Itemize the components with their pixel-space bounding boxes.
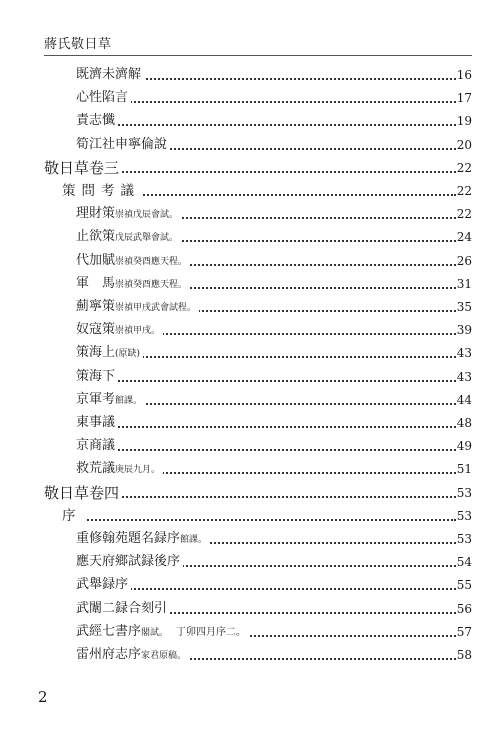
toc-subsection	[0, 505, 500, 527]
toc-entry	[0, 250, 500, 272]
toc-entry-label	[76, 435, 118, 457]
toc-entry-title: 武舉録序	[76, 577, 129, 593]
toc-entry-title: 止欲策	[76, 229, 116, 245]
toc-entry-note: 崇禎癸酉應天程。	[115, 256, 188, 267]
toc-entry-title: 責志懺	[76, 113, 116, 129]
toc-entry	[0, 296, 500, 318]
toc-subsection	[0, 180, 500, 202]
toc-page-number: 53	[456, 485, 472, 500]
toc-entry	[0, 435, 500, 457]
toc-page-number: 58	[456, 648, 472, 662]
toc-entry	[0, 412, 500, 434]
toc-page-number: 53	[456, 508, 472, 523]
dot-leader	[86, 588, 456, 590]
toc-entry	[0, 528, 500, 550]
toc-entry-note: (原缺)	[115, 349, 141, 360]
toc-entry-note: 崇禎戊辰會試。	[115, 210, 179, 221]
toc-entry-label	[62, 180, 143, 202]
toc-entry	[0, 273, 500, 295]
toc-entry	[0, 551, 500, 573]
toc-entry-label	[76, 598, 170, 620]
toc-page-number: 44	[456, 392, 472, 407]
toc-section	[0, 482, 500, 504]
toc-entry-title: 策海上	[76, 345, 116, 361]
toc-page-number: 22	[456, 207, 472, 222]
running-header: 蔣氏敬日草	[44, 37, 112, 52]
toc-page-number: 20	[456, 137, 472, 152]
toc-entry-note: 崇禎甲戌武會試程。	[115, 303, 197, 313]
toc-entry-label	[76, 273, 190, 296]
toc-page-number: 16	[456, 68, 472, 82]
toc-entry-label	[76, 226, 181, 249]
toc-entry-title: 敬日草卷四	[44, 483, 120, 502]
toc-entry-label	[76, 458, 163, 481]
toc-page-number: 17	[456, 91, 472, 106]
toc-entry	[0, 342, 500, 364]
toc-entry-title: 雷州府志序	[76, 647, 142, 662]
toc-entry-note: 戊辰武舉會試。	[115, 233, 179, 244]
toc-entry-title: 既濟未濟解	[76, 67, 142, 82]
toc-entry	[0, 458, 500, 480]
toc-entry-title: 理財策	[76, 206, 116, 222]
toc-page-number: 43	[456, 346, 472, 361]
dot-leader	[72, 519, 456, 521]
toc-entry-label	[76, 528, 210, 551]
dot-leader	[86, 380, 456, 382]
toc-entry-label	[76, 87, 131, 109]
toc-entry-label	[76, 551, 183, 573]
toc-entry-note: 館課。	[115, 395, 143, 406]
toc-page-number: 53	[456, 532, 472, 546]
toc-page-number: 35	[456, 300, 472, 314]
toc-entry-label	[76, 64, 144, 86]
toc-entry-title: 策海下	[76, 368, 116, 384]
toc-entry	[0, 319, 500, 341]
dot-leader	[86, 124, 456, 126]
toc-entry-title: 心性陷言	[76, 90, 129, 106]
toc-page-number: 19	[456, 114, 472, 129]
toc-page-number: 56	[456, 601, 472, 616]
toc-page-number: 43	[456, 369, 472, 384]
toc-entry-label	[76, 319, 163, 342]
toc-entry-label	[76, 110, 118, 132]
toc-entry	[0, 87, 500, 109]
toc-entry	[0, 389, 500, 411]
toc-entry	[0, 598, 500, 620]
toc-page-number: 51	[456, 462, 472, 477]
toc-entry-label	[76, 296, 199, 319]
toc-entry-title: 應天府鄉試録後序	[76, 554, 181, 570]
toc-entry	[0, 621, 500, 643]
toc-entry-label	[76, 203, 181, 226]
toc-entry-title: 薊寧策	[76, 299, 116, 314]
toc-entry-title: 武經七書序	[76, 623, 142, 639]
toc-entry-note: 閣試。	[141, 627, 169, 638]
dot-leader	[86, 449, 456, 451]
toc-page-number: 39	[456, 323, 472, 338]
toc-entry-label	[76, 366, 118, 388]
toc-entry	[0, 134, 500, 156]
toc-entry-label	[62, 505, 85, 527]
toc-entry-title: 京商議	[76, 438, 116, 454]
toc-entry-note: 庚辰九月。	[115, 465, 161, 476]
toc-page-number: 55	[456, 578, 472, 593]
toc-page-number: 49	[456, 439, 472, 454]
toc-entry-label	[76, 644, 189, 667]
toc-entry-label	[44, 482, 122, 504]
toc-entry-title: 救荒議	[76, 461, 116, 477]
toc-entry-title: 武闈二録合刻引	[76, 600, 168, 616]
toc-entry-label	[76, 134, 170, 156]
toc-entry-note: 家君原稿。	[141, 651, 187, 661]
toc-section	[0, 157, 500, 179]
toc-entry-title: 重修翰苑題名録序	[76, 531, 181, 546]
toc-entry-title: 軍 馬	[76, 275, 116, 291]
toc-entry-title: 代加賦	[76, 252, 116, 268]
toc-entry-label	[76, 389, 145, 412]
toc-page-number: 22	[456, 184, 472, 198]
toc-page-number: 26	[456, 253, 472, 268]
toc-entry-label	[76, 412, 118, 434]
toc-entry-title: 京軍考	[76, 391, 116, 407]
toc-entry-title: 東事議	[76, 415, 116, 430]
toc-entry-label	[76, 621, 249, 644]
toc-page-number: 57	[456, 624, 472, 639]
toc-entry-note: 館課。	[180, 535, 208, 545]
toc-page-number: 24	[456, 230, 472, 245]
toc-entry	[0, 64, 500, 86]
toc-entry-title: 策問考議	[62, 183, 140, 199]
toc-page-number: 48	[456, 416, 472, 430]
toc-entry-label	[44, 157, 122, 179]
toc-entry-note-secondary: 丁卯四月序二。	[176, 626, 247, 638]
dot-leader	[86, 426, 456, 428]
toc-entry-note: 崇禎癸酉應天程。	[115, 279, 188, 290]
toc-entry-note: 崇禎甲戌。	[115, 326, 161, 337]
toc-entry-title: 敬日草卷三	[44, 158, 120, 177]
page-number: 2	[38, 688, 48, 706]
toc-entry-title: 筍江社申寧倫說	[76, 136, 168, 152]
toc-entry	[0, 644, 500, 666]
toc-entry	[0, 226, 500, 248]
toc-entry-label	[76, 574, 131, 596]
toc-entry	[0, 574, 500, 596]
toc-page-number: 31	[456, 276, 472, 291]
toc-page-number: 54	[456, 555, 472, 570]
toc-entry	[0, 366, 500, 388]
toc-page-number: 22	[456, 160, 472, 175]
toc-entry-title: 序	[62, 507, 82, 524]
toc-entry	[0, 203, 500, 225]
toc-entry-label	[76, 342, 143, 365]
toc-entry	[0, 110, 500, 132]
toc-entry-label	[76, 250, 190, 273]
dot-leader	[86, 101, 456, 103]
toc-entry-title: 奴寇策	[76, 322, 116, 338]
